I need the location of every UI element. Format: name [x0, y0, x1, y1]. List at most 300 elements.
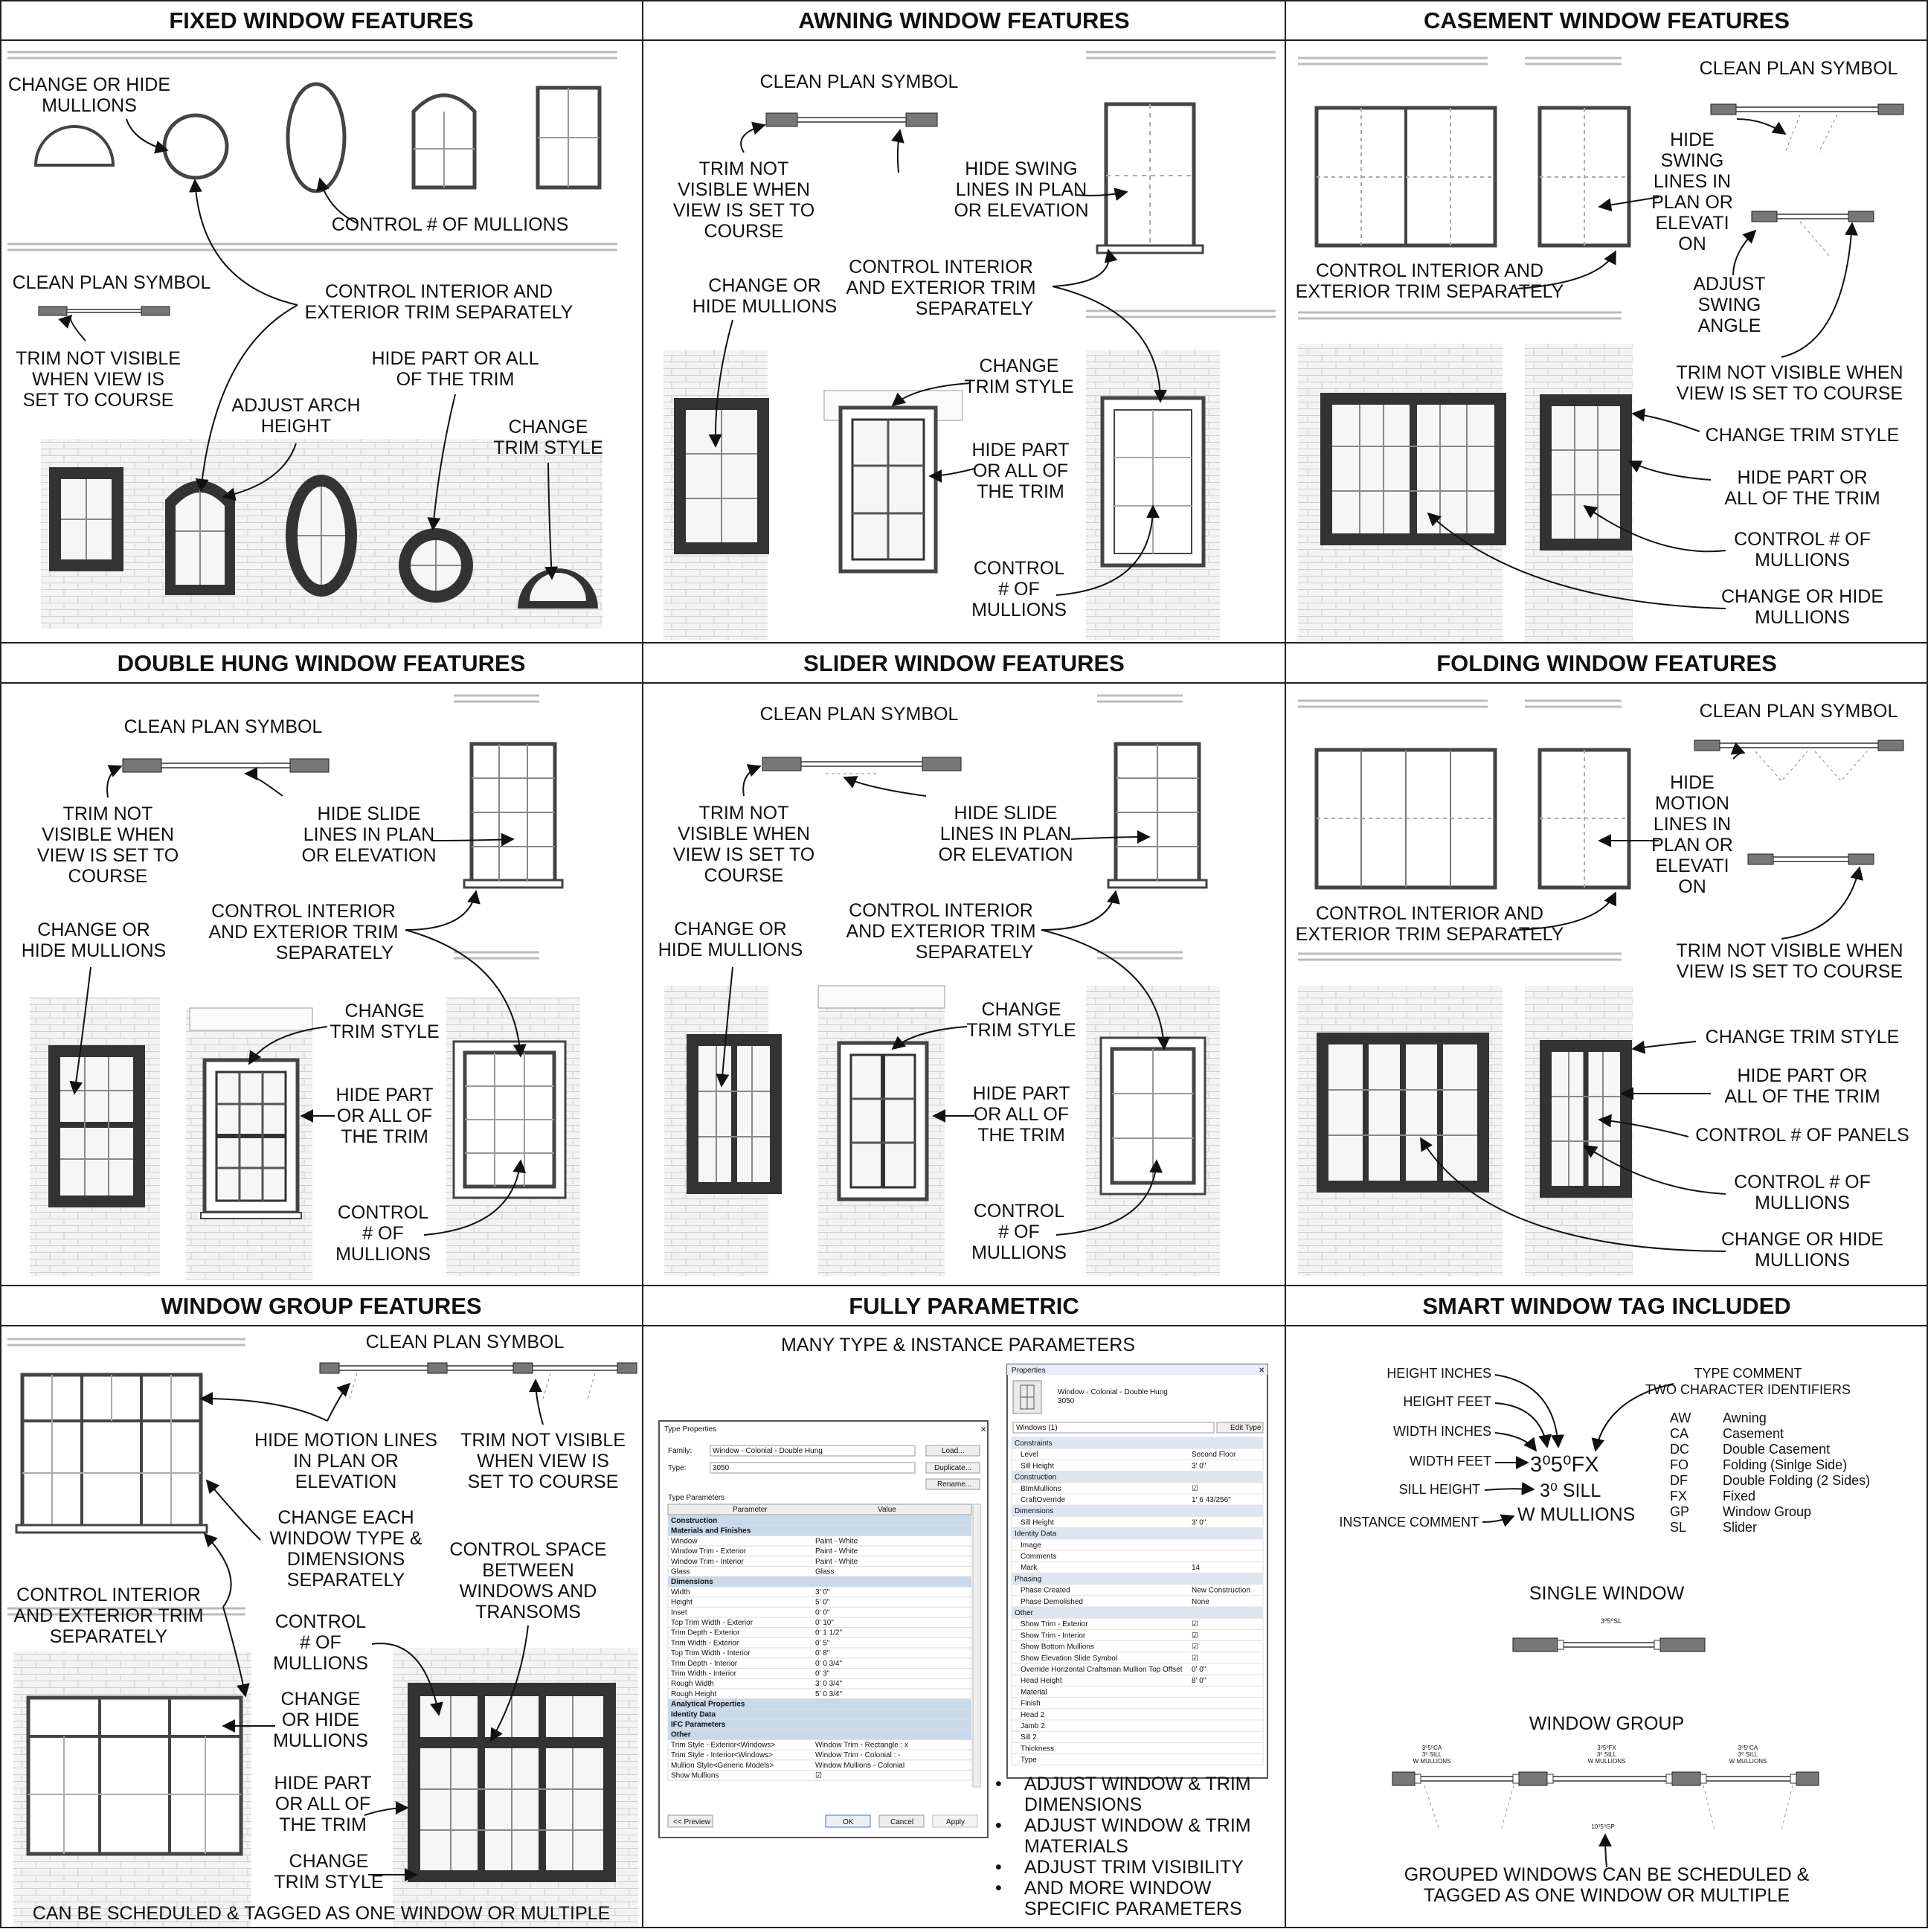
tag-code: FX: [1670, 1489, 1688, 1503]
type-row-key: Trim Style - Exterior<Windows>: [671, 1741, 776, 1750]
slider-change-style-1: CHANGE: [981, 999, 1061, 1020]
slider-control-mullions-1: CONTROL: [973, 1201, 1065, 1222]
tag-code: DC: [1670, 1442, 1689, 1457]
type-row-key: Materials and Finishes: [671, 1527, 751, 1535]
group-tag-left-2: 3⁰ SILL: [1421, 1751, 1442, 1758]
dh-change-style-2: TRIM STYLE: [330, 1021, 440, 1042]
dh-control-mullions-2: # OF: [362, 1223, 404, 1244]
casement-trim-not-visible-2: VIEW IS SET TO COURSE: [1676, 383, 1903, 404]
fixed-adjust-arch-1: ADJUST ARCH: [231, 395, 361, 416]
type-row-value: 0' 0 3/4": [815, 1659, 843, 1668]
awning-change-style-2: TRIM STYLE: [964, 376, 1074, 397]
bullet-4-line-2: SPECIFIC PARAMETERS: [1024, 1899, 1242, 1919]
folding-hide-motion-3: LINES IN: [1653, 814, 1732, 835]
tag-code-name: Awning: [1723, 1411, 1767, 1425]
slider-control-trim-1: CONTROL INTERIOR: [849, 900, 1033, 921]
casement-hide-swing-1: HIDE: [1670, 129, 1715, 150]
tag-footer-2: TAGGED AS ONE WINDOW OR MULTIPLE: [1423, 1885, 1790, 1906]
tag-width-feet: WIDTH FEET: [1410, 1454, 1491, 1469]
group-change-each-4: SEPARATELY: [286, 1570, 405, 1591]
group-change-mullions-3: MULLIONS: [273, 1730, 368, 1751]
type-row-value: 0' 5": [815, 1639, 830, 1648]
bullet-4-line-1: AND MORE WINDOW: [1024, 1878, 1212, 1899]
type-row-key: IFC Parameters: [671, 1721, 726, 1729]
awning-plan-symbol: [766, 113, 937, 126]
bullet-1: •: [995, 1774, 1002, 1794]
props-row: [1012, 1539, 1263, 1550]
single-window-plan: [1513, 1638, 1705, 1652]
props-row-key: Sill 2: [1021, 1733, 1037, 1742]
props-selector-label: Windows (1): [1016, 1424, 1058, 1432]
tag-line-3: W MULLIONS: [1517, 1504, 1636, 1525]
dh-clean-plan: CLEAN PLAN SYMBOL: [123, 716, 323, 737]
props-row-value: 8' 0": [1192, 1677, 1206, 1686]
props-row-key: Constraints: [1015, 1440, 1053, 1448]
type-row-key: Top Trim Width - Exterior: [671, 1619, 753, 1627]
group-control-space-4: TRANSOMS: [475, 1602, 581, 1623]
awning-clean-plan: CLEAN PLAN SYMBOL: [759, 71, 959, 92]
props-row-value: 14: [1192, 1564, 1201, 1573]
awning-control-mullions-1: CONTROL: [973, 558, 1065, 579]
title-slider: SLIDER WINDOW FEATURES: [803, 650, 1125, 676]
props-row: [1012, 1562, 1263, 1573]
props-row-key: Override Horizontal Craftsman Mullion Top Offset: [1021, 1666, 1183, 1674]
props-row-key: Finish: [1021, 1699, 1041, 1708]
tag-single-window: SINGLE WINDOW: [1529, 1583, 1685, 1604]
props-row-key: Other: [1015, 1609, 1034, 1617]
group-clean-plan: CLEAN PLAN SYMBOL: [365, 1332, 565, 1352]
type-row-key: Dimensions: [671, 1578, 713, 1587]
properties-palette[interactable]: [1007, 1364, 1267, 1778]
props-row-value: 3' 0": [1192, 1462, 1206, 1471]
tag-code-list: [1670, 1411, 1870, 1535]
group-tag-right-2: 3⁰ SILL: [1738, 1751, 1758, 1758]
col-value: Value: [878, 1506, 896, 1514]
type-row-value: 5' 0": [815, 1598, 830, 1607]
folding-control-mullions-2: MULLIONS: [1755, 1193, 1850, 1213]
slider-trim-not-visible-2: VISIBLE WHEN: [678, 824, 810, 844]
group-plan-symbol: [320, 1363, 637, 1399]
type-params-label: Type Parameters: [668, 1494, 725, 1502]
fixed-change-mullions-1: CHANGE OR HIDE: [7, 74, 171, 95]
type-row-value: 0' 1 1/2": [815, 1628, 843, 1637]
type-row-key: Other: [671, 1730, 691, 1739]
folding-control-mullions-1: CONTROL # OF: [1734, 1172, 1871, 1193]
tag-type-comment-2: TWO CHARACTER IDENTIFIERS: [1645, 1382, 1851, 1397]
type-row-key: Rough Width: [671, 1680, 714, 1689]
dh-control-mullions-1: CONTROL: [337, 1202, 429, 1223]
type-param-rows: [668, 1515, 971, 1780]
tag-height-inches: HEIGHT INCHES: [1386, 1366, 1491, 1381]
group-change-each-1: CHANGE EACH: [277, 1507, 414, 1528]
folding-control-trim-1: CONTROL INTERIOR AND: [1315, 903, 1544, 924]
awning-control-trim-2: AND EXTERIOR TRIM: [846, 277, 1036, 298]
props-row: [1012, 1573, 1263, 1584]
dh-hide-slide-2: LINES IN PLAN: [303, 824, 435, 845]
casement-hide-swing-6: ON: [1678, 234, 1706, 254]
type-row: [668, 1576, 971, 1587]
fixed-trim-not-visible-2: WHEN VIEW IS: [32, 369, 164, 390]
type-row-key: Trim Depth - Exterior: [671, 1628, 740, 1637]
awning-trim-not-visible-4: COURSE: [704, 221, 784, 242]
folding-hide-trim-2: ALL OF THE TRIM: [1724, 1086, 1880, 1107]
type-dialog-scrollbar[interactable]: [973, 1504, 980, 1787]
type-row-key: Height: [671, 1598, 693, 1607]
group-change-style-1: CHANGE: [289, 1851, 369, 1872]
group-footer: CAN BE SCHEDULED & TAGGED AS ONE WINDOW OR MULTIPLE: [32, 1903, 611, 1924]
type-row-value: Paint - White: [815, 1537, 858, 1546]
type-row-key: Window Trim - Exterior: [671, 1547, 747, 1556]
tag-code: FO: [1670, 1457, 1688, 1472]
type-row-key: Trim Width - Exterior: [671, 1639, 739, 1648]
props-rows: [1012, 1437, 1263, 1765]
casement-hide-trim-1: HIDE PART OR: [1737, 467, 1868, 488]
props-row: [1012, 1686, 1263, 1697]
title-folding: FOLDING WINDOW FEATURES: [1436, 650, 1777, 676]
casement-hide-swing-2: SWING: [1660, 150, 1724, 171]
type-row-key: Inset: [671, 1608, 687, 1617]
tag-width-inches: WIDTH INCHES: [1393, 1424, 1491, 1439]
type-row-key: Trim Depth - Interior: [671, 1659, 738, 1668]
dh-change-mullions-2: HIDE MULLIONS: [21, 940, 167, 961]
props-row-key: Type: [1021, 1756, 1037, 1765]
slider-change-mullions-2: HIDE MULLIONS: [658, 940, 803, 960]
props-row-key: Show Trim - Exterior: [1021, 1620, 1088, 1629]
folding-change-mullions-2: MULLIONS: [1755, 1250, 1850, 1271]
dh-hide-trim-1: HIDE PART: [335, 1085, 434, 1105]
type-row-key: Width: [671, 1588, 690, 1596]
dh-control-trim-1: CONTROL INTERIOR: [211, 901, 396, 922]
props-row: [1012, 1698, 1263, 1709]
apply-button-label: Apply: [946, 1818, 965, 1826]
type-row-key: Trim Style - Interior<Windows>: [671, 1751, 773, 1760]
group-control-mullions-1: CONTROL: [274, 1611, 367, 1632]
cancel-button-label: Cancel: [890, 1818, 914, 1826]
type-type-label: Type:: [668, 1464, 687, 1472]
type-row-value: 3' 0": [815, 1588, 830, 1596]
type-row-key: Top Trim Width - Interior: [671, 1649, 751, 1658]
fixed-control-mullions: CONTROL # OF MULLIONS: [331, 214, 569, 235]
edit-type-label: Edit Type: [1230, 1424, 1262, 1432]
type-properties-dialog[interactable]: [659, 1421, 988, 1838]
casement-control-trim-1: CONTROL INTERIOR AND: [1315, 260, 1544, 281]
group-tag-bottom: 10⁰5⁰GP: [1591, 1823, 1615, 1830]
group-control-space-2: BETWEEN: [482, 1560, 574, 1581]
folding-hide-trim-1: HIDE PART OR: [1737, 1065, 1868, 1086]
awning-hide-trim-2: OR ALL OF: [972, 460, 1069, 481]
props-row-value: Second Floor: [1192, 1451, 1236, 1460]
group-tag-left-3: W MULLIONS: [1413, 1758, 1451, 1765]
group-control-space-3: WINDOWS AND: [459, 1581, 597, 1602]
fixed-plan-symbol: [39, 307, 170, 315]
load-button-label: Load...: [942, 1447, 965, 1455]
type-row-value: 0' 0": [815, 1608, 830, 1617]
tag-height-feet: HEIGHT FEET: [1403, 1394, 1491, 1409]
panel-slider: [658, 696, 1220, 1276]
folding-hide-motion-2: MOTION: [1655, 793, 1729, 814]
props-row-key: Show Trim - Interior: [1021, 1631, 1086, 1640]
casement-change-mullions-2: MULLIONS: [1755, 607, 1850, 628]
fixed-hide-trim-2: OF THE TRIM: [396, 369, 515, 390]
folding-change-style: CHANGE TRIM STYLE: [1705, 1027, 1900, 1047]
ok-button-label: OK: [843, 1818, 854, 1826]
tag-code: SL: [1670, 1520, 1687, 1535]
dh-control-trim-3: SEPARATELY: [275, 943, 394, 963]
props-row-key: Phase Demolished: [1021, 1597, 1083, 1606]
props-row-value: 3' 0": [1192, 1518, 1206, 1527]
awning-control-mullions-3: MULLIONS: [971, 600, 1067, 620]
fixed-trim-not-visible-1: TRIM NOT VISIBLE: [16, 348, 181, 369]
dh-hide-slide-1: HIDE SLIDE: [317, 803, 421, 824]
slider-control-mullions-2: # OF: [998, 1222, 1040, 1242]
slider-clean-plan: CLEAN PLAN SYMBOL: [759, 704, 959, 725]
group-control-mullions-3: MULLIONS: [273, 1653, 368, 1674]
props-row-key: Phase Created: [1021, 1586, 1070, 1595]
folding-control-trim-2: EXTERIOR TRIM SEPARATELY: [1295, 924, 1564, 945]
group-control-mullions-2: # OF: [300, 1632, 341, 1653]
casement-adjust-swing-3: ANGLE: [1697, 315, 1761, 336]
awning-change-mullions-2: HIDE MULLIONS: [692, 296, 838, 317]
slider-plan-symbol: [762, 757, 961, 774]
tag-line-1: 3⁰5⁰FX: [1530, 1453, 1599, 1477]
props-title: Properties: [1012, 1367, 1046, 1375]
awning-trim-not-visible-2: VISIBLE WHEN: [678, 179, 810, 200]
group-hide-motion-2: IN PLAN OR: [293, 1451, 399, 1472]
folding-hide-motion-4: PLAN OR: [1651, 835, 1733, 856]
props-row-key: CraftOverride: [1021, 1496, 1066, 1504]
props-family: Window - Colonial - Double Hung: [1058, 1388, 1168, 1396]
col-parameter: Parameter: [733, 1506, 768, 1514]
group-change-mullions-2: OR HIDE: [281, 1710, 360, 1730]
double-hung-plan-symbol: [123, 759, 329, 772]
props-row-key: Jamb 2: [1021, 1722, 1045, 1730]
awning-control-trim-1: CONTROL INTERIOR: [849, 257, 1033, 277]
preview-button-label: << Preview: [673, 1818, 711, 1826]
slider-hide-trim-1: HIDE PART: [972, 1083, 1070, 1104]
bullet-2-line-1: ADJUST WINDOW & TRIM: [1024, 1815, 1251, 1836]
slider-hide-slide-2: LINES IN PLAN: [939, 824, 1072, 844]
tag-code-name: Double Casement: [1723, 1442, 1831, 1457]
props-row-key: Thickness: [1021, 1745, 1055, 1753]
bullet-1-line-1: ADJUST WINDOW & TRIM: [1024, 1774, 1251, 1794]
awning-hide-swing-2: LINES IN PLAN: [955, 179, 1087, 200]
props-row-key: Show Bottom Mullions: [1021, 1643, 1094, 1652]
group-hide-trim-3: THE TRIM: [279, 1814, 367, 1835]
type-row-key: Mullion Style<Generic Models>: [671, 1761, 774, 1770]
props-row-key: Level: [1021, 1451, 1038, 1460]
tag-line-2: 3⁰ SILL: [1540, 1480, 1601, 1501]
dh-control-trim-2: AND EXTERIOR TRIM: [208, 922, 399, 943]
type-row-key: Glass: [671, 1567, 690, 1576]
type-row-value: Paint - White: [815, 1547, 858, 1556]
slider-hide-slide-3: OR ELEVATION: [938, 844, 1073, 865]
dh-change-style-1: CHANGE: [344, 1001, 425, 1021]
props-row-key: Comments: [1021, 1553, 1057, 1561]
type-row-key: Trim Width - Interior: [671, 1669, 736, 1678]
tag-footer-1: GROUPED WINDOWS CAN BE SCHEDULED &: [1404, 1864, 1810, 1885]
props-row-key: Image: [1021, 1541, 1041, 1550]
dh-control-mullions-3: MULLIONS: [335, 1244, 431, 1265]
bullet-2: •: [995, 1815, 1002, 1836]
slider-hide-trim-2: OR ALL OF: [973, 1104, 1070, 1125]
tag-code-name: Folding (Sinlge Side): [1723, 1457, 1848, 1472]
props-row: [1012, 1731, 1263, 1742]
tag-code: CA: [1670, 1426, 1689, 1441]
type-row-value: Paint - White: [815, 1557, 858, 1566]
group-tag-left-1: 3⁰5⁰CA: [1421, 1745, 1442, 1751]
props-row-value: ☑: [1192, 1654, 1198, 1663]
bullet-4: •: [995, 1878, 1002, 1899]
type-dialog-close-icon[interactable]: ✕: [980, 1426, 987, 1434]
casement-hide-swing-5: ELEVATI: [1655, 213, 1729, 234]
awning-hide-trim-3: THE TRIM: [977, 481, 1064, 502]
props-close-icon[interactable]: ✕: [1259, 1367, 1265, 1375]
props-row-value: 0' 0": [1192, 1666, 1206, 1674]
duplicate-button-label: Duplicate...: [934, 1464, 972, 1472]
type-row-value: 3' 0 3/4": [815, 1680, 843, 1689]
slider-trim-not-visible-4: COURSE: [704, 865, 784, 886]
casement-hide-swing-3: LINES IN: [1653, 171, 1732, 192]
props-row: [1012, 1709, 1263, 1720]
group-change-style-2: TRIM STYLE: [274, 1872, 384, 1893]
props-row-key: Dimensions: [1015, 1507, 1054, 1516]
slider-hide-slide-1: HIDE SLIDE: [954, 803, 1058, 824]
props-row-value: ☑: [1192, 1484, 1198, 1493]
fixed-change-style-2: TRIM STYLE: [493, 437, 603, 458]
bullet-3: •: [995, 1857, 1002, 1878]
type-row-value: Window Trim - Colonial : -: [815, 1751, 901, 1760]
group-change-mullions-1: CHANGE: [280, 1689, 361, 1710]
title-casement: CASEMENT WINDOW FEATURES: [1424, 7, 1790, 33]
group-trim-not-visible-3: SET TO COURSE: [467, 1472, 619, 1492]
dh-hide-slide-3: OR ELEVATION: [301, 845, 437, 866]
type-type-value: 3050: [713, 1464, 730, 1472]
panel-casement: [1296, 58, 1903, 641]
props-row-key: Mark: [1021, 1564, 1038, 1573]
props-row-key: Construction: [1015, 1473, 1057, 1482]
type-type-select[interactable]: [710, 1463, 915, 1473]
type-row-value: 5' 0 3/4": [815, 1689, 843, 1698]
rename-button-label: Rename...: [937, 1480, 972, 1489]
tag-sill-height: SILL HEIGHT: [1398, 1482, 1480, 1497]
panel-group: [7, 1332, 638, 1927]
panel-awning: [663, 52, 1276, 640]
type-row-value: Window Mullions - Colonial: [815, 1761, 905, 1770]
window-group-plan: [1392, 1772, 1819, 1830]
panel-fixed: [7, 52, 617, 629]
fixed-change-style-1: CHANGE: [508, 417, 588, 437]
group-tag-mid-3: W MULLIONS: [1587, 1758, 1626, 1765]
dh-change-mullions-1: CHANGE OR: [37, 920, 150, 940]
props-row-key: Material: [1021, 1688, 1047, 1697]
tag-window-group: WINDOW GROUP: [1529, 1713, 1685, 1734]
dh-trim-not-visible-2: VISIBLE WHEN: [42, 824, 174, 845]
props-row-key: Head Height: [1021, 1677, 1062, 1686]
awning-hide-trim-1: HIDE PART: [971, 440, 1070, 460]
type-row-key: Window: [671, 1537, 698, 1546]
folding-hide-motion-6: ON: [1678, 876, 1706, 897]
props-row: [1012, 1754, 1263, 1765]
casement-change-mullions-1: CHANGE OR HIDE: [1720, 586, 1884, 607]
group-change-each-2: WINDOW TYPE &: [269, 1528, 422, 1549]
props-row-value: New Construction: [1192, 1586, 1250, 1595]
dh-hide-trim-2: OR ALL OF: [336, 1105, 433, 1126]
type-row-value: 0' 3": [815, 1669, 830, 1678]
folding-trim-not-visible-2: VIEW IS SET TO COURSE: [1676, 961, 1903, 982]
type-row-value: 0' 8": [815, 1649, 830, 1658]
title-double-hung: DOUBLE HUNG WINDOW FEATURES: [117, 650, 526, 676]
awning-control-mullions-2: # OF: [998, 579, 1040, 600]
awning-change-mullions-1: CHANGE OR: [708, 275, 821, 296]
type-row-key: Analytical Properties: [671, 1700, 745, 1709]
awning-trim-not-visible-1: TRIM NOT: [698, 158, 789, 179]
group-hide-motion-1: HIDE MOTION LINES: [254, 1430, 437, 1451]
group-tag-mid-1: 3⁰5⁰FX: [1597, 1745, 1616, 1751]
dh-trim-not-visible-4: COURSE: [68, 866, 148, 887]
casement-control-mullions-2: MULLIONS: [1755, 550, 1850, 571]
props-row-value: ☑: [1192, 1631, 1198, 1640]
type-row-key: Rough Height: [671, 1689, 717, 1698]
folding-trim-not-visible-1: TRIM NOT VISIBLE WHEN: [1676, 940, 1903, 961]
type-row-key: Show Mullions: [671, 1771, 719, 1780]
props-row-key: Head 2: [1021, 1710, 1045, 1719]
props-type: 3050: [1058, 1397, 1075, 1405]
bullet-3-line-1: ADJUST TRIM VISIBILITY: [1024, 1857, 1244, 1878]
casement-plan-symbols: [1711, 104, 1903, 257]
group-hide-motion-3: ELEVATION: [295, 1472, 397, 1492]
type-dialog-title: Type Properties: [664, 1425, 717, 1434]
tag-code: DF: [1670, 1473, 1688, 1488]
group-tag-right-1: 3⁰5⁰CA: [1738, 1745, 1758, 1751]
group-hide-trim-2: OR ALL OF: [274, 1794, 371, 1814]
group-control-trim-3: SEPARATELY: [49, 1626, 168, 1647]
dh-trim-not-visible-3: VIEW IS SET TO: [36, 845, 179, 866]
group-tag-right-3: W MULLIONS: [1729, 1758, 1767, 1765]
fixed-hide-trim-1: HIDE PART OR ALL: [371, 348, 539, 369]
title-awning: AWNING WINDOW FEATURES: [798, 7, 1130, 33]
tag-code-name: Casement: [1723, 1426, 1784, 1441]
props-row-key: Sill Height: [1021, 1518, 1055, 1527]
folding-hide-motion-1: HIDE: [1670, 772, 1715, 793]
props-row-value: 1' 6 43/256": [1192, 1496, 1231, 1504]
slider-change-style-2: TRIM STYLE: [966, 1020, 1076, 1041]
props-row-value: ☑: [1192, 1643, 1198, 1652]
awning-hide-swing-3: OR ELEVATION: [954, 200, 1089, 221]
fixed-control-trim-2: EXTERIOR TRIM SEPARATELY: [304, 302, 573, 323]
fixed-clean-plan: CLEAN PLAN SYMBOL: [12, 272, 211, 293]
props-row-value: ☑: [1192, 1620, 1198, 1629]
casement-change-style: CHANGE TRIM STYLE: [1705, 425, 1900, 446]
props-row-value: None: [1192, 1597, 1209, 1606]
panel-folding: [1296, 701, 1909, 1276]
tag-instance-comment: INSTANCE COMMENT: [1339, 1515, 1479, 1530]
group-trim-not-visible-2: WHEN VIEW IS: [477, 1451, 609, 1472]
casement-adjust-swing-1: ADJUST: [1693, 274, 1766, 295]
folding-change-mullions-1: CHANGE OR HIDE: [1720, 1229, 1884, 1250]
param-subtitle: MANY TYPE & INSTANCE PARAMETERS: [780, 1335, 1136, 1355]
panel-tag: [1339, 1366, 1870, 1906]
casement-control-mullions-1: CONTROL # OF: [1734, 529, 1871, 550]
casement-control-trim-2: EXTERIOR TRIM SEPARATELY: [1295, 281, 1564, 302]
slider-control-trim-2: AND EXTERIOR TRIM: [846, 921, 1036, 942]
fixed-adjust-arch-2: HEIGHT: [260, 416, 332, 437]
awning-hide-swing-1: HIDE SWING: [965, 158, 1078, 179]
title-parametric: FULLY PARAMETRIC: [849, 1293, 1079, 1319]
type-family-value: Window - Colonial - Double Hung: [713, 1447, 823, 1455]
type-row-value: 0' 10": [815, 1619, 834, 1627]
props-row-key: Sill Height: [1021, 1462, 1055, 1471]
group-control-trim-2: AND EXTERIOR TRIM: [13, 1605, 204, 1626]
